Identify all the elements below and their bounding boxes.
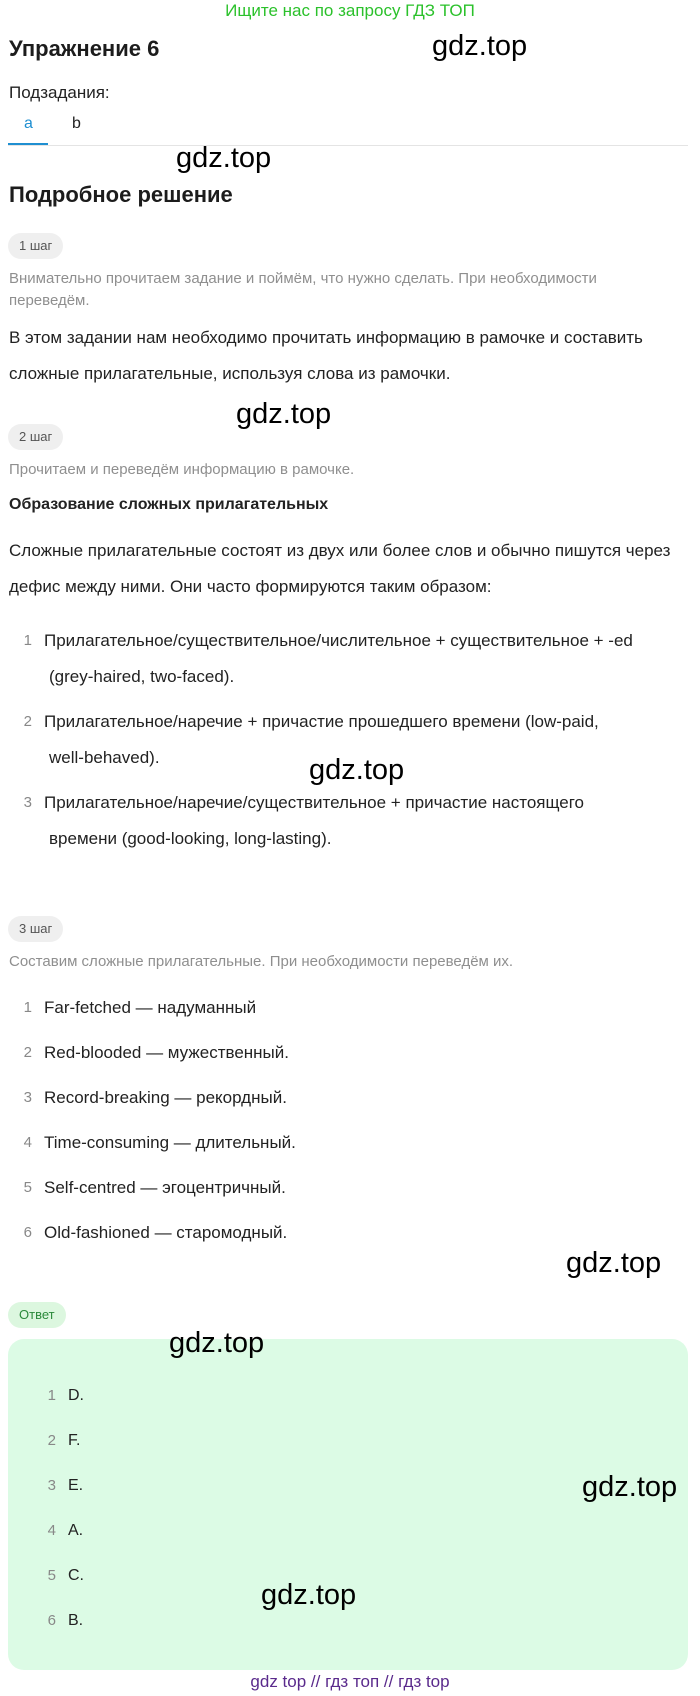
watermark: gdz.top xyxy=(169,1327,265,1359)
step-3-hint: Составим сложные прилагательные. При необходимости переведём их. xyxy=(9,953,514,970)
watermark: gdz.top xyxy=(566,1247,662,1279)
list-number: 3 xyxy=(23,794,32,811)
list-item: Self-centred — эгоцентричный. xyxy=(44,1178,286,1197)
answer-item: C. xyxy=(68,1567,84,1584)
answer-item: D. xyxy=(68,1387,84,1404)
watermark: gdz.top xyxy=(176,142,272,174)
list-number: 3 xyxy=(23,1089,32,1106)
step-2-hint: Прочитаем и переведём информацию в рамочке. xyxy=(9,461,355,478)
list-number: 5 xyxy=(23,1179,32,1196)
tab-divider xyxy=(8,145,688,146)
list-item-line: Прилагательное/наречие + причастие прошедшего времени (low-paid, xyxy=(44,712,599,731)
answer-box xyxy=(8,1339,688,1670)
list-number: 4 xyxy=(23,1134,32,1151)
step-1-text: В этом задании нам необходимо прочитать информацию в рамочке и составить сложные прилагательные, используя слова из рамочки. xyxy=(9,328,643,383)
list-item: Time-consuming — длительный. xyxy=(44,1133,296,1152)
watermark: gdz.top xyxy=(236,398,332,430)
answer-item: B. xyxy=(68,1612,84,1629)
step-2-chip: 2 шаг xyxy=(8,424,63,450)
list-number: 1 xyxy=(23,999,32,1016)
list-item-line: well-behaved). xyxy=(49,748,160,767)
list-item-line: (grey-haired, two-faced). xyxy=(49,667,235,686)
step-3-chip: 3 шаг xyxy=(8,916,63,942)
watermark: gdz.top xyxy=(582,1471,678,1503)
answer-item: F. xyxy=(68,1432,81,1449)
step-1-chip: 1 шаг xyxy=(8,233,63,259)
footer-links[interactable]: gdz top // гдз топ // гдз top xyxy=(250,1672,450,1691)
answer-number: 1 xyxy=(47,1387,56,1404)
list-item: Red-blooded — мужественный. xyxy=(44,1043,289,1062)
list-item-line: Прилагательное/наречие/существительное + причастие настоящего xyxy=(44,793,585,812)
tab-b[interactable]: b xyxy=(72,115,81,132)
list-item-line: Прилагательное/существительное/числительное + существительное + -ed xyxy=(44,631,633,650)
list-number: 6 xyxy=(23,1224,32,1241)
answer-item: E. xyxy=(68,1477,84,1494)
answer-number: 6 xyxy=(47,1612,56,1629)
list-number: 2 xyxy=(23,713,32,730)
watermark: gdz.top xyxy=(432,30,528,62)
list-item: Record-breaking — рекордный. xyxy=(44,1088,287,1107)
answer-number: 4 xyxy=(47,1522,56,1539)
list-number: 1 xyxy=(23,632,32,649)
watermark: gdz.top xyxy=(309,754,405,786)
list-item-line: времени (good-looking, long-lasting). xyxy=(49,829,332,848)
list-item: Old-fashioned — старомодный. xyxy=(44,1223,288,1242)
answer-number: 2 xyxy=(47,1432,56,1449)
section-title: Подробное решение xyxy=(9,182,233,207)
answer-number: 5 xyxy=(47,1567,56,1584)
watermark: gdz.top xyxy=(261,1579,357,1611)
list-item: Far-fetched — надуманный xyxy=(44,998,257,1017)
list-number: 2 xyxy=(23,1044,32,1061)
subtasks-label: Подзадания: xyxy=(9,83,110,102)
tab-a[interactable]: a xyxy=(24,115,33,132)
answer-number: 3 xyxy=(47,1477,56,1494)
top-banner: Ищите нас по запросу ГДЗ ТОП xyxy=(225,1,475,20)
page-title: Упражнение 6 xyxy=(9,36,160,61)
step-2-heading: Образование сложных прилагательных xyxy=(9,496,329,513)
step-1-hint: Внимательно прочитаем задание и поймём, что нужно сделать. При необходимости переведём. xyxy=(9,270,597,309)
answer-chip: Ответ xyxy=(8,1302,66,1328)
step-2-text: Сложные прилагательные состоят из двух или более слов и обычно пишутся через дефис между ними. Они часто формируются таким образом: xyxy=(9,541,671,596)
answer-item: A. xyxy=(68,1522,84,1539)
